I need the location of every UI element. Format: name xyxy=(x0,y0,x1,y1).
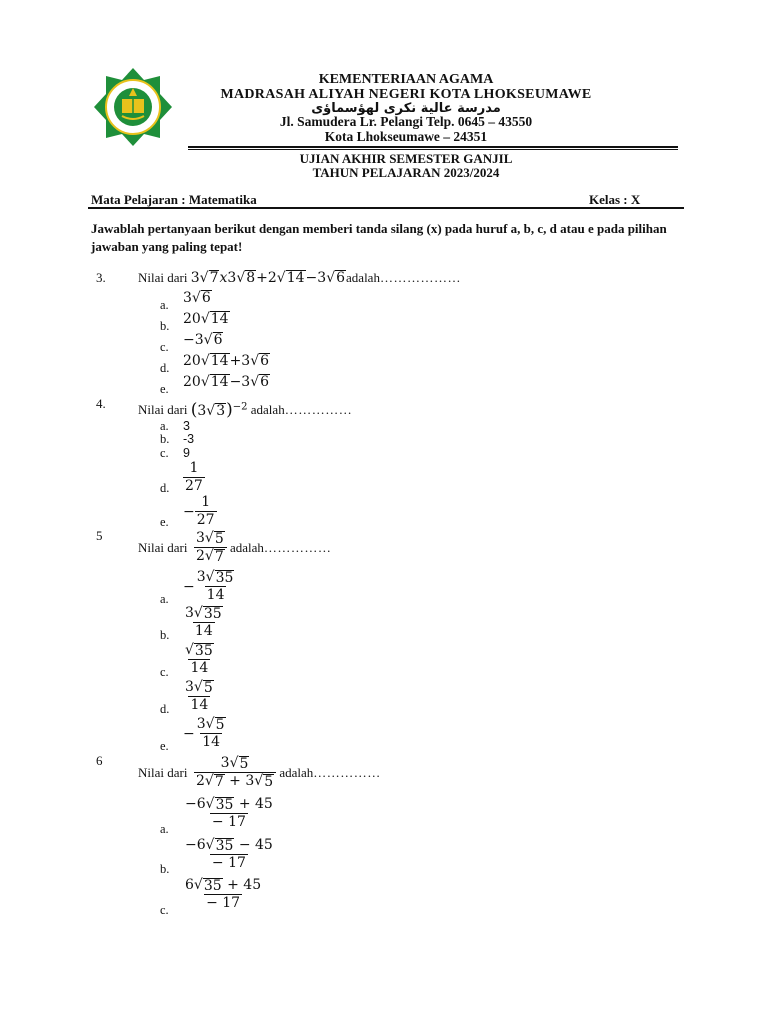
stem-suffix: adalah xyxy=(250,402,285,417)
question-stem xyxy=(138,755,381,790)
math-expression: 3 √ 5 2 √ 7 xyxy=(194,530,227,565)
option-letter[interactable]: e. xyxy=(160,382,169,396)
option-letter[interactable]: b. xyxy=(160,319,170,333)
header-divider xyxy=(188,146,678,148)
option-c[interactable]: −3 √ 6 xyxy=(183,332,223,349)
option-a[interactable]: − 3 √ 35 14 xyxy=(183,569,234,603)
question-stem xyxy=(138,400,352,420)
header-divider-thin xyxy=(188,149,678,150)
stem-prefix: Nilai dari xyxy=(138,764,188,780)
option-a[interactable]: 3 xyxy=(183,419,190,433)
question-number: 5 xyxy=(96,528,103,543)
stem-suffix: adalah xyxy=(229,539,264,555)
math-expression: 3 √ 7 x3 √ 8 +2 √ 14 −3 √ 6 xyxy=(190,270,346,287)
header-ministry: KEMENTERIAAN AGAMA xyxy=(318,72,494,87)
school-logo xyxy=(92,66,174,148)
option-letter[interactable]: c. xyxy=(160,903,169,917)
header-arabic-name: مدرسة عالية نكرى لهؤسماؤى xyxy=(311,101,501,116)
option-c[interactable]: 6 √ 35 + 45 − 17 xyxy=(185,877,262,911)
option-letter[interactable]: c. xyxy=(160,446,169,460)
math-expression: (3 √ 3 )$^{-2}$ xyxy=(190,400,248,420)
question-number: 3. xyxy=(96,270,106,285)
header-city: Kota Lhokseumawe – 24351 xyxy=(324,129,488,144)
option-d[interactable]: 3 √ 5 14 xyxy=(185,679,213,713)
stem-prefix: Nilai dari xyxy=(138,539,188,555)
option-letter[interactable]: a. xyxy=(160,298,169,312)
option-e[interactable]: − $\frac{1}{27}$ xyxy=(183,494,215,528)
option-e[interactable]: 20 √ 14 −3 √ 6 xyxy=(183,374,270,391)
option-letter[interactable]: b. xyxy=(160,432,170,446)
option-letter[interactable]: d. xyxy=(160,481,170,495)
subject-divider xyxy=(88,207,684,209)
option-letter[interactable]: e. xyxy=(160,739,169,753)
exam-title: UJIAN AKHIR SEMESTER GANJIL xyxy=(299,151,513,166)
question-number: 6 xyxy=(96,753,103,768)
question-stem xyxy=(138,530,331,565)
stem-prefix: Nilai dari xyxy=(138,402,188,417)
option-letter[interactable]: b. xyxy=(160,862,170,876)
question-number: 4. xyxy=(96,396,106,411)
option-b[interactable]: 3 √ 35 14 xyxy=(185,605,222,639)
question-stem xyxy=(138,270,461,286)
stem-suffix: adalah xyxy=(346,270,380,285)
header-school-name: MADRASAH ALIYAH NEGERI KOTA LHOKSEUMAWE xyxy=(220,87,592,102)
option-letter[interactable]: a. xyxy=(160,419,169,433)
answer-dots: …………… xyxy=(284,402,353,417)
option-b[interactable]: −6 √ 35 − 45 − 17 xyxy=(185,837,273,871)
stem-prefix: Nilai dari xyxy=(138,270,188,285)
instructions: Jawablah pertanyaan berikut dengan memberi tanda silang (x) pada huruf a, b, c, d atau e pada pilihan jawaban yang paling tepat! xyxy=(91,221,667,254)
header-address: Jl. Samudera Lr. Pelangi Telp. 0645 – 43550 xyxy=(279,114,533,129)
option-d[interactable]: 20 √ 14 +3 √ 6 xyxy=(183,353,270,370)
option-c[interactable]: √ 35 14 xyxy=(185,642,213,676)
answer-dots: …………… xyxy=(263,539,332,555)
option-b[interactable]: 20 √ 14 xyxy=(183,311,229,328)
option-c[interactable]: 9 xyxy=(183,446,190,460)
exam-year: TAHUN PELAJARAN 2023/2024 xyxy=(312,165,500,180)
subject-label: Mata Pelajaran : Matematika xyxy=(91,192,257,207)
option-e[interactable]: − 3 √ 5 14 xyxy=(183,716,225,750)
class-label: Kelas : X xyxy=(589,192,641,207)
option-letter[interactable]: c. xyxy=(160,665,169,679)
option-letter[interactable]: a. xyxy=(160,592,169,606)
option-letter[interactable]: c. xyxy=(160,340,169,354)
option-letter[interactable]: d. xyxy=(160,702,170,716)
option-a[interactable]: 3 √ 6 xyxy=(183,290,211,307)
option-letter[interactable]: a. xyxy=(160,822,169,836)
answer-dots: …………… xyxy=(313,764,381,780)
option-b[interactable]: -3 xyxy=(183,432,195,446)
option-letter[interactable]: d. xyxy=(160,361,170,375)
stem-suffix: adalah xyxy=(279,764,314,780)
option-d[interactable]: $\frac{1}{27}$ xyxy=(185,460,203,494)
answer-dots: ……………… xyxy=(379,270,461,285)
option-a[interactable]: −6 √ 35 + 45 − 17 xyxy=(185,796,273,830)
math-expression: 3 √ 5 2 √ 7 + 3 √ 5 xyxy=(194,755,276,790)
option-letter[interactable]: b. xyxy=(160,628,170,642)
option-letter[interactable]: e. xyxy=(160,515,169,529)
